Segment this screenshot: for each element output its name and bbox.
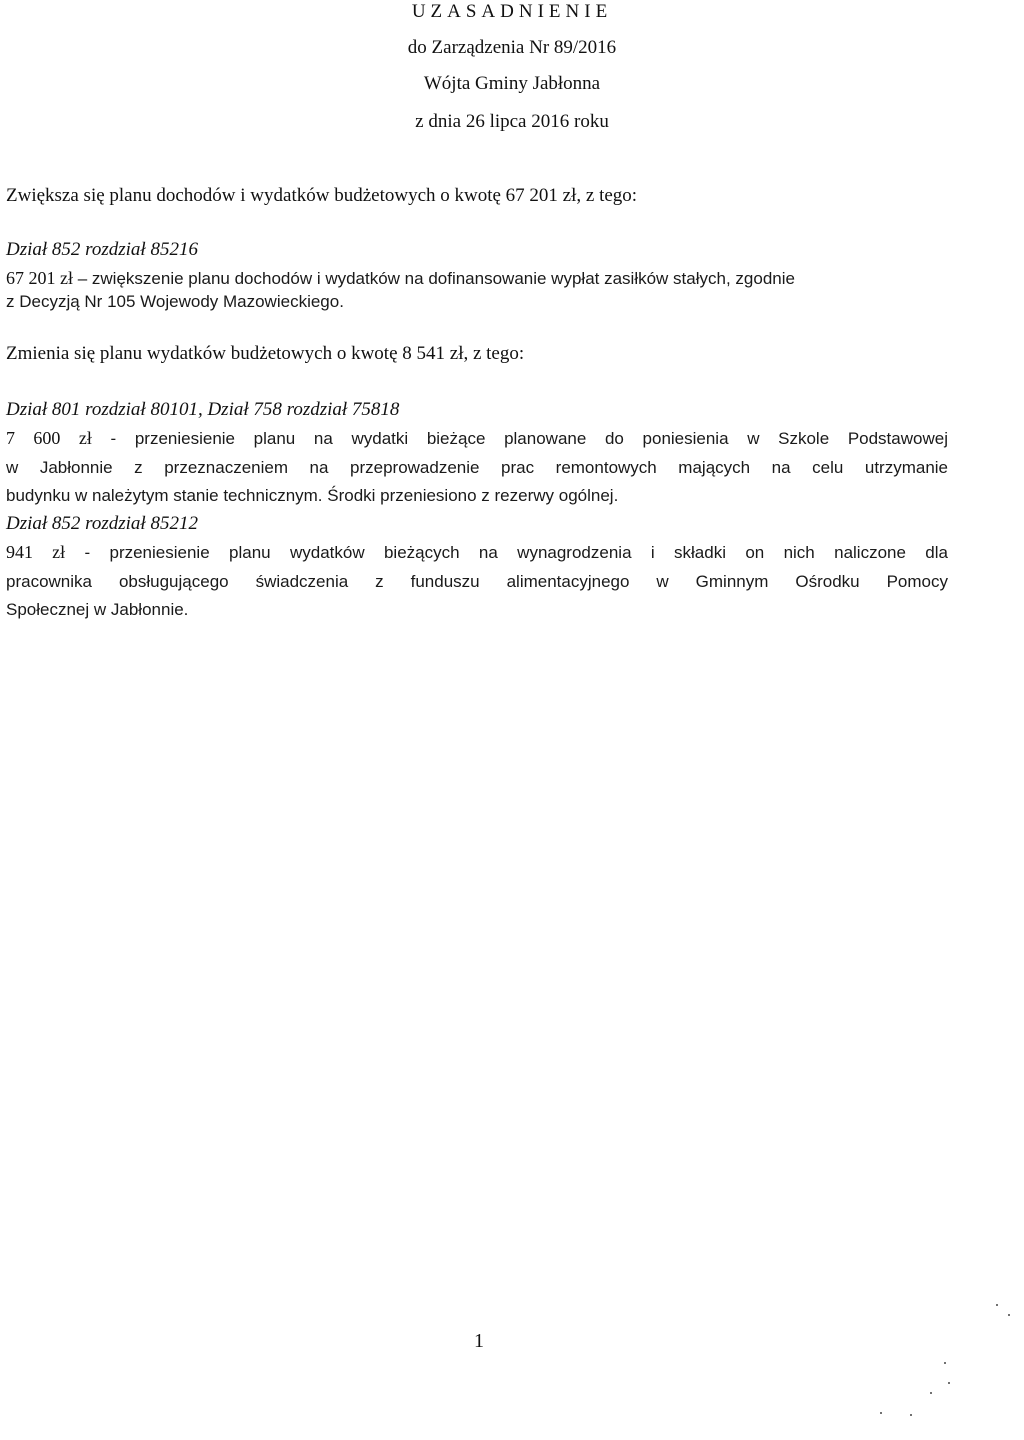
section2-item1-division: Dział 801 rozdział 80101, Dział 758 rozdział 75818 bbox=[6, 399, 400, 420]
section2-item1-line2: w Jabłonnie z przeznaczeniem na przeprowadzenie prac remontowych mających na celu utrzymanie bbox=[6, 458, 948, 477]
section2-item1-line3: budynku w należytym stanie technicznym. Środki przeniesiono z rezerwy ogólnej. bbox=[6, 486, 619, 505]
scan-speck bbox=[880, 1412, 882, 1414]
section2-item2-division: Dział 852 rozdział 85212 bbox=[6, 513, 198, 534]
scan-speck bbox=[910, 1414, 912, 1416]
scan-speck bbox=[996, 1304, 998, 1306]
section1-text-line2: z Decyzją Nr 105 Wojewody Mazowieckiego. bbox=[6, 292, 344, 311]
section1-text-line1: – zwiększenie planu dochodów i wydatków na dofinansowanie wypłat zasiłków stałych, zgodnie bbox=[73, 269, 795, 288]
scan-speck bbox=[930, 1392, 932, 1394]
date-line: z dnia 26 lipca 2016 roku bbox=[415, 111, 609, 132]
ordinance-reference: do Zarządzenia Nr 89/2016 bbox=[407, 37, 617, 58]
section1-line1 bbox=[6, 266, 795, 291]
section2-item2-line3: Społecznej w Jabłonnie. bbox=[6, 600, 189, 619]
section2-item1-line1 bbox=[6, 426, 948, 451]
section1-heading: Zwiększa się planu dochodów i wydatków budżetowych o kwotę 67 201 zł, z tego: bbox=[6, 185, 638, 206]
page-number: 1 bbox=[474, 1330, 484, 1352]
section2-heading: Zmienia się planu wydatków budżetowych o kwotę 8 541 zł, z tego: bbox=[6, 343, 525, 364]
section1-division: Dział 852 rozdział 85216 bbox=[6, 239, 198, 260]
scan-speck bbox=[948, 1382, 950, 1384]
document-title: UZASADNIENIE bbox=[411, 1, 613, 22]
section2-item1-text1: - przeniesienie planu na wydatki bieżące planowane do poniesienia w Szkole Podstawowej bbox=[91, 429, 948, 448]
section2-item1-amount: 7 600 zł bbox=[6, 428, 92, 448]
section1-amount: 67 201 zł bbox=[6, 268, 73, 288]
section2-item2-text1: - przeniesienie planu wydatków bieżących na wynagrodzenia i składki on nich naliczone dla bbox=[65, 543, 948, 562]
issuer-line: Wójta Gminy Jabłonna bbox=[423, 73, 601, 94]
scan-speck bbox=[1008, 1314, 1010, 1316]
section2-item2-amount: 941 zł bbox=[6, 542, 66, 562]
section2-item2-line1 bbox=[6, 540, 948, 565]
scan-speck bbox=[944, 1362, 946, 1364]
section2-item2-line2: pracownika obsługującego świadczenia z funduszu alimentacyjnego w Gminnym Ośrodku Pomocy bbox=[6, 572, 948, 591]
